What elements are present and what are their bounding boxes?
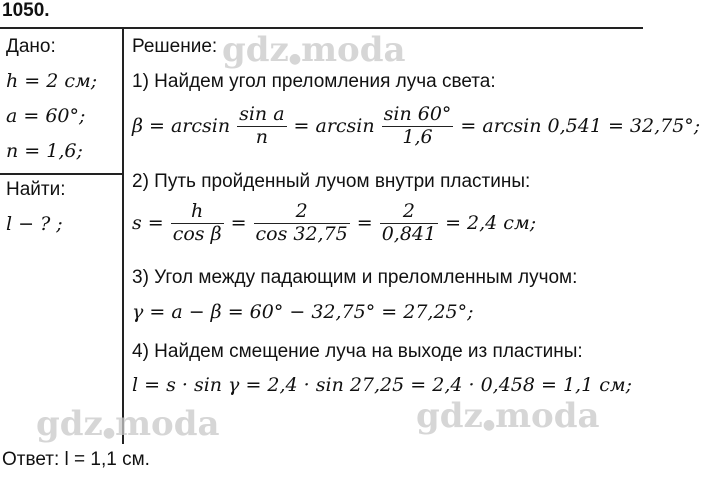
eq1-f1-numerator: sin a: [239, 103, 285, 125]
watermark-bl-word2: moda: [115, 404, 220, 444]
eq2-fraction-2: [252, 201, 352, 246]
answer-line: Ответ: l = 1,1 см.: [2, 449, 150, 470]
step-4-text: 4) Найдем смещение луча на выходе из пластины:: [132, 341, 583, 362]
eq2-f3-denominator: 0,841: [381, 222, 437, 245]
given-divider: [122, 27, 124, 444]
eq1-fraction-1: [235, 104, 288, 149]
solution-label: Решение:: [132, 36, 218, 57]
eq2-fraction-3: [378, 201, 440, 246]
eq1-lhs: β = arcsin: [132, 114, 231, 137]
watermark-br-dot: ●: [482, 417, 496, 433]
eq2-f2-numerator: 2: [254, 201, 350, 224]
eq1-f2-numerator: sin 60°: [383, 103, 452, 125]
eq1-f1-denominator: n: [255, 125, 268, 148]
eq2-rhs: = 2,4 см;: [445, 211, 537, 234]
watermark-br-word1: gdz: [416, 396, 483, 436]
equation-1: [130, 104, 702, 149]
watermark-top-dot: ●: [288, 51, 302, 67]
given-n: n = 1,6;: [6, 140, 83, 162]
eq2-lhs: s =: [132, 211, 164, 234]
given-bottom-rule: [0, 173, 123, 175]
eq2-f1-numerator: h: [171, 201, 224, 224]
eq1-f2-denominator: 1,6: [402, 125, 433, 148]
watermark-br-word2: moda: [495, 396, 600, 436]
find-label: Найти:: [6, 179, 66, 200]
watermark-top-word1: gdz: [222, 30, 289, 70]
step-1-text: 1) Найдем угол преломления луча света:: [132, 71, 496, 92]
step-2-text: 2) Путь пройденный лучом внутри пластины:: [132, 171, 531, 192]
eq2-f2-denominator: cos 32,75: [255, 222, 348, 245]
given-label: Дано:: [6, 36, 56, 57]
watermark-top: [222, 30, 406, 70]
given-h: h = 2 см;: [6, 70, 98, 92]
equation-4: l = s · sin γ = 2,4 · sin 27,25 = 2,4 · 0,458 = 1,1 см;: [132, 374, 633, 396]
watermark-bottom-left: [36, 404, 220, 444]
eq2-fraction-1: [169, 201, 226, 246]
equation-2: [130, 201, 538, 246]
eq1-rhs: = arcsin 0,541 = 32,75°;: [460, 114, 701, 137]
eq1-fraction-2: [380, 104, 456, 149]
step-3-text: 3) Угол между падающим и преломленным лучом:: [132, 267, 578, 288]
eq1-mid: = arcsin: [293, 114, 375, 137]
eq2-equals-a: =: [230, 211, 247, 234]
watermark-top-word2: moda: [301, 30, 406, 70]
watermark-bl-word1: gdz: [36, 404, 103, 444]
top-rule: [0, 27, 643, 29]
eq2-f3-numerator: 2: [380, 201, 438, 224]
find-l: l − ? ;: [6, 213, 63, 235]
eq2-equals-b: =: [356, 211, 373, 234]
eq2-f1-denominator: cos β: [172, 222, 222, 245]
given-a: a = 60°;: [6, 105, 86, 127]
problem-number: 1050.: [2, 0, 50, 21]
watermark-bl-dot: ●: [102, 425, 116, 441]
watermark-bottom-right: [416, 396, 600, 436]
equation-3: γ = a − β = 60° − 32,75° = 27,25°;: [132, 301, 474, 323]
